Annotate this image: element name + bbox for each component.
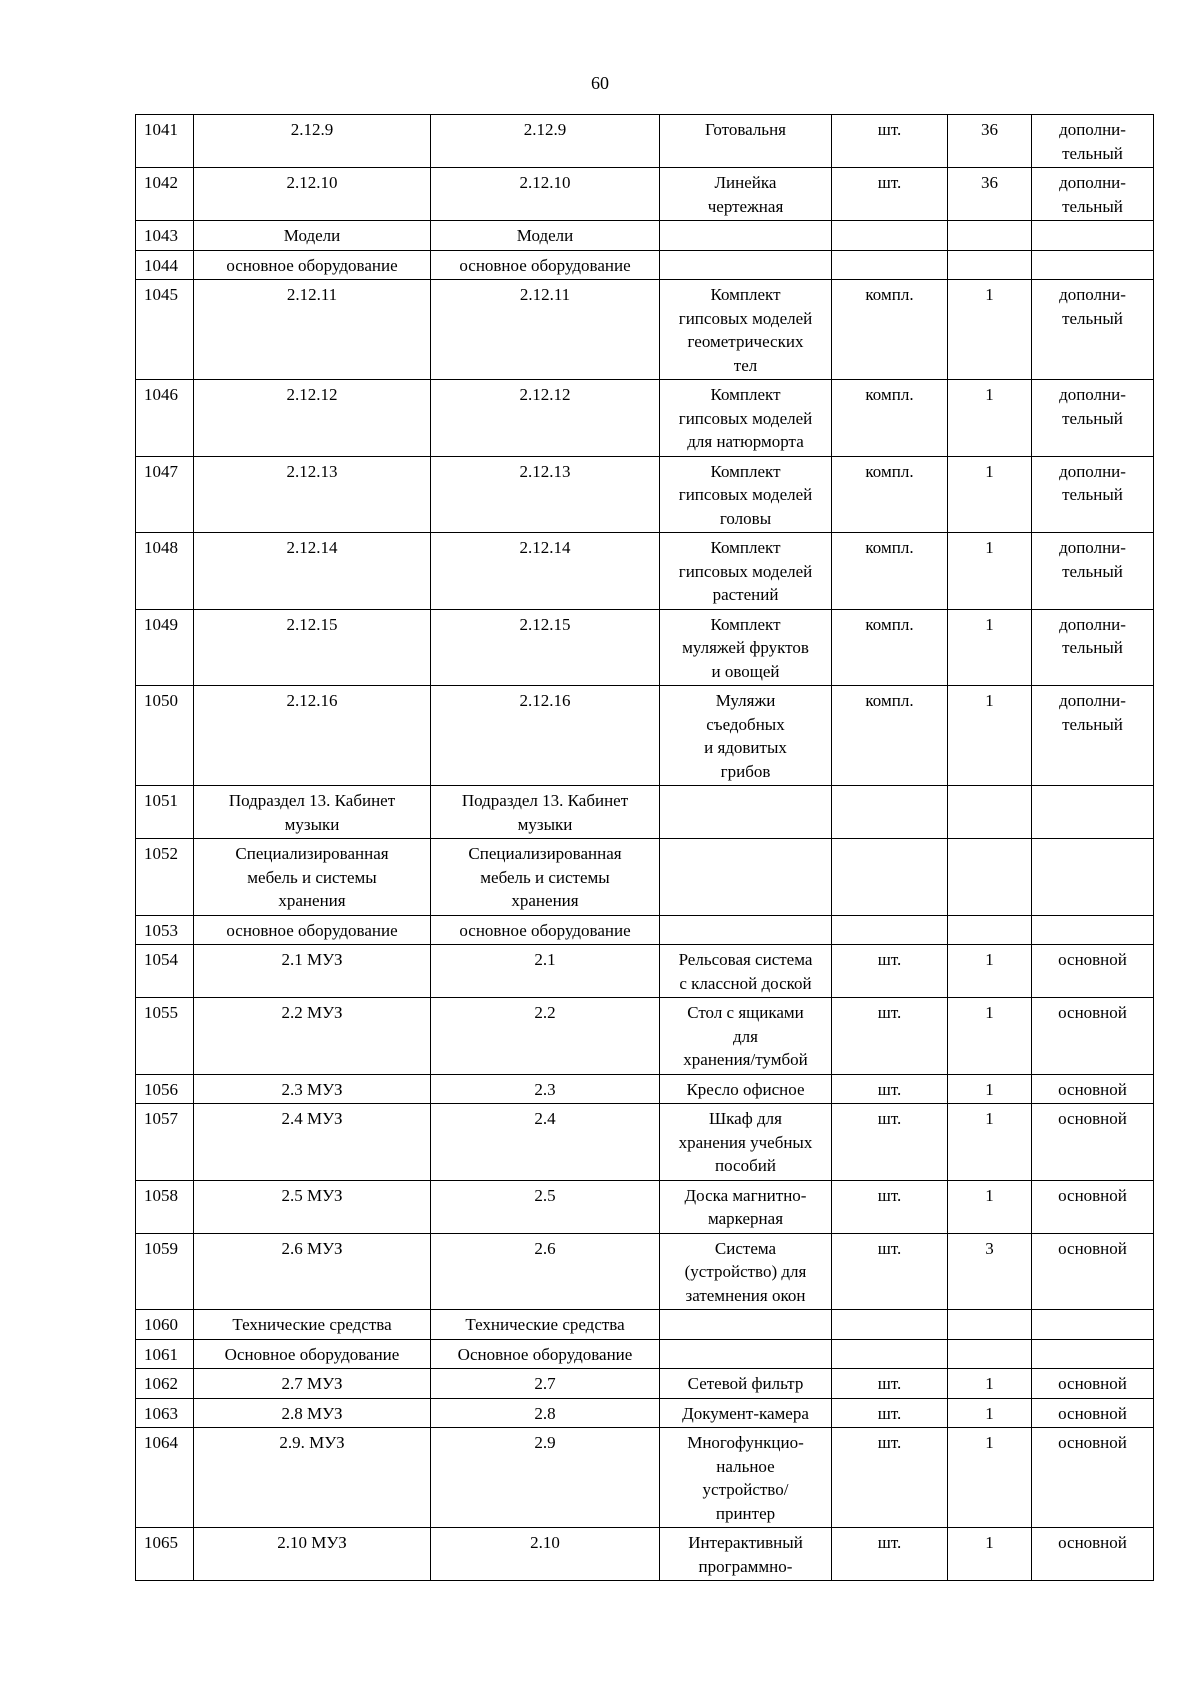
table-row (136, 839, 1154, 916)
code-alt-cell: Технические средства (431, 1310, 660, 1340)
equipment-type-cell: основной (1032, 1398, 1154, 1428)
equipment-type-cell: дополни- тельный (1032, 609, 1154, 686)
unit-cell (832, 915, 948, 945)
table-row (136, 1310, 1154, 1340)
quantity-cell: 1 (948, 1528, 1032, 1581)
item-name-cell: Интерактивный программно- (660, 1528, 832, 1581)
equipment-type-cell (1032, 1339, 1154, 1369)
equipment-type-cell: основной (1032, 1180, 1154, 1233)
quantity-cell (948, 786, 1032, 839)
quantity-cell: 1 (948, 1180, 1032, 1233)
code-alt-cell: 2.12.15 (431, 609, 660, 686)
table-row (136, 1339, 1154, 1369)
equipment-type-cell: основной (1032, 1074, 1154, 1104)
code-cell: 2.12.9 (194, 115, 431, 168)
quantity-cell: 3 (948, 1233, 1032, 1310)
equipment-table (135, 114, 1154, 1581)
row-number-cell: 1064 (136, 1428, 194, 1528)
code-cell: 2.8 МУЗ (194, 1398, 431, 1428)
equipment-type-cell (1032, 915, 1154, 945)
code-alt-cell: 2.6 (431, 1233, 660, 1310)
quantity-cell: 1 (948, 280, 1032, 380)
quantity-cell: 1 (948, 456, 1032, 533)
code-cell: 2.12.15 (194, 609, 431, 686)
page-number: 60 (591, 73, 609, 93)
quantity-cell (948, 250, 1032, 280)
unit-cell: шт. (832, 1233, 948, 1310)
code-alt-cell: 2.4 (431, 1104, 660, 1181)
equipment-type-cell: дополни- тельный (1032, 380, 1154, 457)
table-row (136, 609, 1154, 686)
code-cell: 2.9. МУЗ (194, 1428, 431, 1528)
item-name-cell: Сетевой фильтр (660, 1369, 832, 1399)
row-number-cell: 1048 (136, 533, 194, 610)
item-name-cell (660, 839, 832, 916)
row-number-cell: 1046 (136, 380, 194, 457)
unit-cell: компл. (832, 533, 948, 610)
table-row (136, 998, 1154, 1075)
item-name-cell (660, 1310, 832, 1340)
unit-cell: компл. (832, 609, 948, 686)
code-alt-cell: 2.10 (431, 1528, 660, 1581)
code-cell: 2.12.12 (194, 380, 431, 457)
quantity-cell: 1 (948, 1074, 1032, 1104)
row-number-cell: 1043 (136, 221, 194, 251)
row-number-cell: 1063 (136, 1398, 194, 1428)
table-row (136, 1369, 1154, 1399)
unit-cell: шт. (832, 1104, 948, 1181)
table-row (136, 686, 1154, 786)
code-alt-cell: Специализированная мебель и системы хранения (431, 839, 660, 916)
row-number-cell: 1045 (136, 280, 194, 380)
code-cell: 2.12.14 (194, 533, 431, 610)
equipment-type-cell: основной (1032, 998, 1154, 1075)
table-row (136, 945, 1154, 998)
row-number-cell: 1050 (136, 686, 194, 786)
code-cell: основное оборудование (194, 915, 431, 945)
code-alt-cell: 2.12.9 (431, 115, 660, 168)
row-number-cell: 1052 (136, 839, 194, 916)
code-cell: основное оборудование (194, 250, 431, 280)
item-name-cell: Комплект гипсовых моделей для натюрморта (660, 380, 832, 457)
code-alt-cell: 2.3 (431, 1074, 660, 1104)
row-number-cell: 1044 (136, 250, 194, 280)
table-body (136, 115, 1154, 1581)
code-cell: 2.10 МУЗ (194, 1528, 431, 1581)
unit-cell: шт. (832, 1074, 948, 1104)
code-cell: 2.5 МУЗ (194, 1180, 431, 1233)
item-name-cell: Кресло офисное (660, 1074, 832, 1104)
code-alt-cell: Подраздел 13. Кабинет музыки (431, 786, 660, 839)
equipment-type-cell (1032, 839, 1154, 916)
code-cell: Подраздел 13. Кабинет музыки (194, 786, 431, 839)
code-alt-cell: 2.12.10 (431, 168, 660, 221)
unit-cell: компл. (832, 380, 948, 457)
code-cell: 2.7 МУЗ (194, 1369, 431, 1399)
code-alt-cell: 2.12.16 (431, 686, 660, 786)
row-number-cell: 1057 (136, 1104, 194, 1181)
equipment-type-cell: основной (1032, 945, 1154, 998)
quantity-cell: 36 (948, 168, 1032, 221)
equipment-type-cell: дополни- тельный (1032, 456, 1154, 533)
code-cell: 2.12.10 (194, 168, 431, 221)
row-number-cell: 1054 (136, 945, 194, 998)
table-row (136, 456, 1154, 533)
table-row (136, 1074, 1154, 1104)
unit-cell (832, 786, 948, 839)
row-number-cell: 1062 (136, 1369, 194, 1399)
unit-cell: компл. (832, 280, 948, 380)
equipment-type-cell: дополни- тельный (1032, 533, 1154, 610)
row-number-cell: 1051 (136, 786, 194, 839)
unit-cell: шт. (832, 1528, 948, 1581)
equipment-type-cell (1032, 221, 1154, 251)
quantity-cell (948, 1310, 1032, 1340)
code-alt-cell: 2.5 (431, 1180, 660, 1233)
table-row (136, 221, 1154, 251)
code-alt-cell: 2.12.13 (431, 456, 660, 533)
quantity-cell: 1 (948, 945, 1032, 998)
item-name-cell: Многофункцио- нальное устройство/ принтер (660, 1428, 832, 1528)
unit-cell: компл. (832, 456, 948, 533)
quantity-cell (948, 221, 1032, 251)
unit-cell (832, 221, 948, 251)
table-row (136, 115, 1154, 168)
code-cell: 2.12.16 (194, 686, 431, 786)
code-cell: 2.6 МУЗ (194, 1233, 431, 1310)
code-alt-cell: 2.12.12 (431, 380, 660, 457)
unit-cell: шт. (832, 1369, 948, 1399)
item-name-cell: Стол с ящиками для хранения/тумбой (660, 998, 832, 1075)
equipment-type-cell: дополни- тельный (1032, 280, 1154, 380)
equipment-type-cell: основной (1032, 1369, 1154, 1399)
unit-cell: шт. (832, 1398, 948, 1428)
table-row (136, 1233, 1154, 1310)
row-number-cell: 1041 (136, 115, 194, 168)
code-alt-cell: 2.1 (431, 945, 660, 998)
code-cell: 2.1 МУЗ (194, 945, 431, 998)
code-cell: Основное оборудование (194, 1339, 431, 1369)
equipment-type-cell: основной (1032, 1428, 1154, 1528)
quantity-cell: 1 (948, 380, 1032, 457)
row-number-cell: 1055 (136, 998, 194, 1075)
quantity-cell (948, 839, 1032, 916)
row-number-cell: 1053 (136, 915, 194, 945)
code-alt-cell: 2.2 (431, 998, 660, 1075)
unit-cell: шт. (832, 998, 948, 1075)
item-name-cell: Муляжи съедобных и ядовитых грибов (660, 686, 832, 786)
item-name-cell (660, 915, 832, 945)
item-name-cell: Комплект гипсовых моделей геометрических тел (660, 280, 832, 380)
code-alt-cell: 2.7 (431, 1369, 660, 1399)
code-alt-cell: 2.8 (431, 1398, 660, 1428)
row-number-cell: 1042 (136, 168, 194, 221)
unit-cell: шт. (832, 945, 948, 998)
item-name-cell: Готовальня (660, 115, 832, 168)
item-name-cell (660, 221, 832, 251)
quantity-cell: 1 (948, 1428, 1032, 1528)
code-cell: 2.3 МУЗ (194, 1074, 431, 1104)
table-row (136, 280, 1154, 380)
quantity-cell: 1 (948, 1104, 1032, 1181)
unit-cell (832, 250, 948, 280)
equipment-type-cell: дополни- тельный (1032, 168, 1154, 221)
unit-cell: шт. (832, 1428, 948, 1528)
code-alt-cell: основное оборудование (431, 915, 660, 945)
code-alt-cell: 2.12.11 (431, 280, 660, 380)
unit-cell: шт. (832, 115, 948, 168)
unit-cell: шт. (832, 168, 948, 221)
row-number-cell: 1058 (136, 1180, 194, 1233)
item-name-cell: Доска магнитно- маркерная (660, 1180, 832, 1233)
item-name-cell: Линейка чертежная (660, 168, 832, 221)
table-row (136, 915, 1154, 945)
quantity-cell: 1 (948, 1398, 1032, 1428)
table-row (136, 1104, 1154, 1181)
unit-cell (832, 1339, 948, 1369)
quantity-cell: 1 (948, 998, 1032, 1075)
equipment-type-cell: основной (1032, 1104, 1154, 1181)
equipment-type-cell: дополни- тельный (1032, 115, 1154, 168)
equipment-type-cell (1032, 786, 1154, 839)
item-name-cell: Комплект гипсовых моделей головы (660, 456, 832, 533)
item-name-cell: Комплект муляжей фруктов и овощей (660, 609, 832, 686)
table-row (136, 250, 1154, 280)
table-row (136, 380, 1154, 457)
table-row (136, 1528, 1154, 1581)
table-row (136, 533, 1154, 610)
row-number-cell: 1060 (136, 1310, 194, 1340)
equipment-type-cell (1032, 1310, 1154, 1340)
code-cell: 2.4 МУЗ (194, 1104, 431, 1181)
quantity-cell: 1 (948, 1369, 1032, 1399)
code-cell: 2.12.11 (194, 280, 431, 380)
quantity-cell: 1 (948, 609, 1032, 686)
code-cell: 2.12.13 (194, 456, 431, 533)
quantity-cell: 1 (948, 686, 1032, 786)
item-name-cell: Система (устройство) для затемнения окон (660, 1233, 832, 1310)
unit-cell (832, 839, 948, 916)
item-name-cell: Документ-камера (660, 1398, 832, 1428)
row-number-cell: 1049 (136, 609, 194, 686)
table-row (136, 168, 1154, 221)
equipment-type-cell: основной (1032, 1233, 1154, 1310)
item-name-cell (660, 250, 832, 280)
table-row (136, 786, 1154, 839)
item-name-cell: Шкаф для хранения учебных пособий (660, 1104, 832, 1181)
code-cell: Специализированная мебель и системы хранения (194, 839, 431, 916)
quantity-cell: 36 (948, 115, 1032, 168)
code-cell: Технические средства (194, 1310, 431, 1340)
quantity-cell (948, 1339, 1032, 1369)
code-alt-cell: Основное оборудование (431, 1339, 660, 1369)
item-name-cell: Комплект гипсовых моделей растений (660, 533, 832, 610)
row-number-cell: 1061 (136, 1339, 194, 1369)
unit-cell: компл. (832, 686, 948, 786)
row-number-cell: 1065 (136, 1528, 194, 1581)
item-name-cell (660, 1339, 832, 1369)
table-row (136, 1398, 1154, 1428)
code-cell: 2.2 МУЗ (194, 998, 431, 1075)
unit-cell (832, 1310, 948, 1340)
code-cell: Модели (194, 221, 431, 251)
quantity-cell (948, 915, 1032, 945)
row-number-cell: 1059 (136, 1233, 194, 1310)
code-alt-cell: 2.12.14 (431, 533, 660, 610)
table-row (136, 1180, 1154, 1233)
row-number-cell: 1047 (136, 456, 194, 533)
table-row (136, 1428, 1154, 1528)
quantity-cell: 1 (948, 533, 1032, 610)
code-alt-cell: основное оборудование (431, 250, 660, 280)
item-name-cell: Рельсовая система с классной доской (660, 945, 832, 998)
row-number-cell: 1056 (136, 1074, 194, 1104)
code-alt-cell: Модели (431, 221, 660, 251)
unit-cell: шт. (832, 1180, 948, 1233)
item-name-cell (660, 786, 832, 839)
equipment-type-cell (1032, 250, 1154, 280)
equipment-type-cell: дополни- тельный (1032, 686, 1154, 786)
code-alt-cell: 2.9 (431, 1428, 660, 1528)
equipment-type-cell: основной (1032, 1528, 1154, 1581)
